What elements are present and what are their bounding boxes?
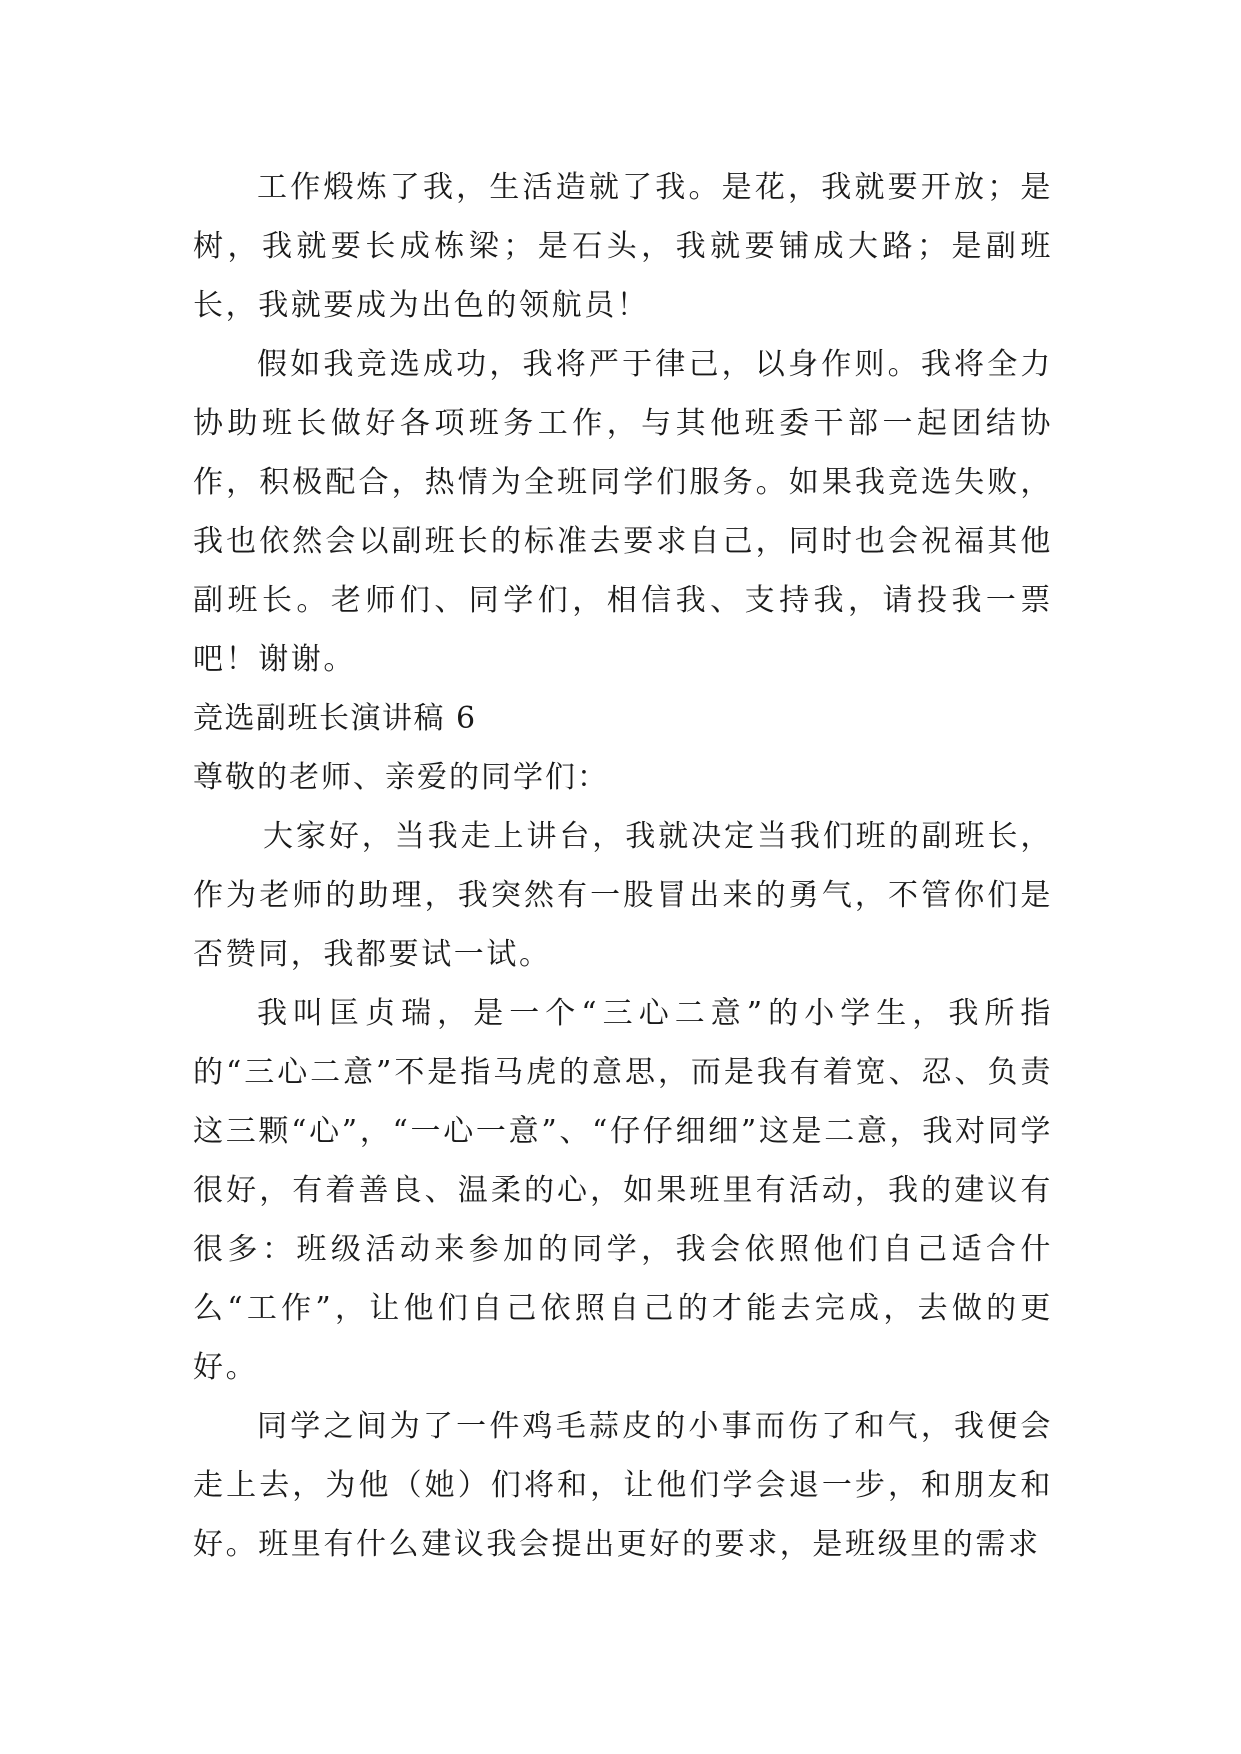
paragraph-if-elected: 假如我竞选成功，我将严于律己，以身作则。我将全力协助班长做好各项班务工作，与其他班委干部一起团结协作，积极配合，热情为全班同学们服务。如果我竞选失败，我也依然会以副班长的标准去要求自己，同时也会祝福其他副班长。老师们、同学们，相信我、支持我，请投我一票吧！谢谢。 [193,347,1053,677]
document-body [193,158,1053,1574]
paragraph-greeting: 大家好，当我走上讲台，我就决定当我们班的副班长，作为老师的助理，我突然有一股冒出来的勇气，不管你们是否赞同，我都要试一试。 [193,819,1053,972]
paragraph-self-introduction: 我叫匡贞瑞，是一个“三心二意”的小学生，我所指的“三心二意”不是指马虎的意思，而是我有着宽、忍、负责这三颗“心”，“一心一意”、“仔仔细细”这是二意，我对同学很好，有着善良、温柔的心，如果班里有活动，我的建议有很多：班级活动来参加的同学，我会依照他们自己适合什么“工作”，让他们自己依照自己的才能去完成，去做的更好。 [193,996,1053,1385]
salutation: 尊敬的老师、亲爱的同学们： [193,760,609,795]
paragraph-classmates-harmony: 同学之间为了一件鸡毛蒜皮的小事而伤了和气，我便会走上去，为他（她）们将和，让他们学会退一步，和朋友和好。班里有什么建议我会提出更好的要求，是班级里的需求 [193,1409,1053,1562]
paragraph-work-tempered: 工作煅炼了我，生活造就了我。是花，我就要开放；是树，我就要长成栋梁；是石头，我就要铺成大路；是副班长，我就要成为出色的领航员！ [193,170,1053,323]
section-title: 竞选副班长演讲稿 6 [193,701,477,736]
